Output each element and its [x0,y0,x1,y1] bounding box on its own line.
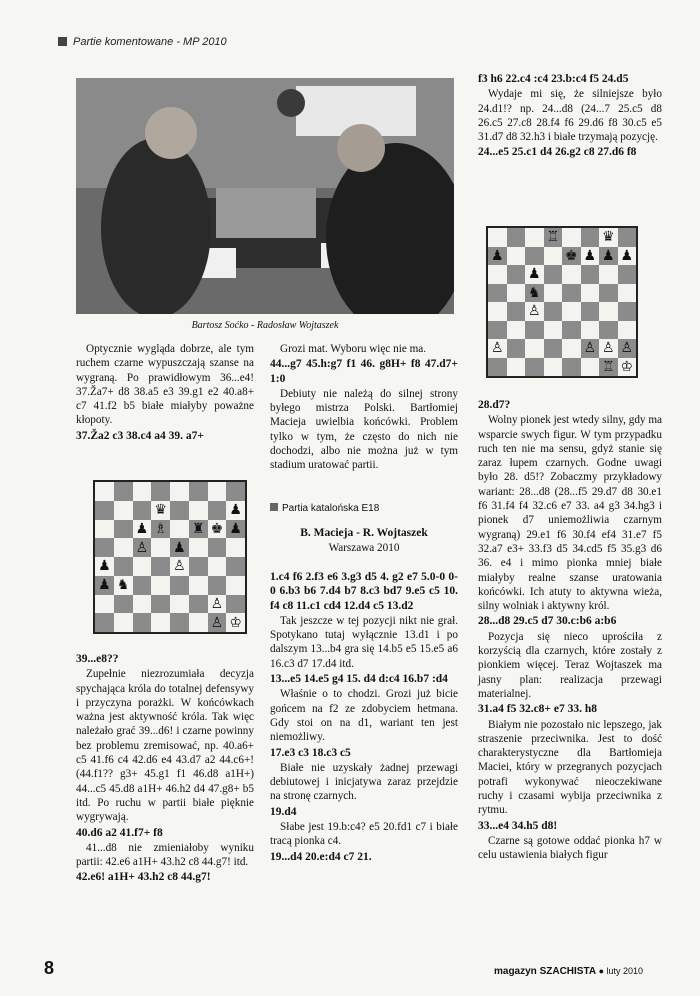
board-square [95,613,114,632]
commentary-paragraph: Optycznie wygląda dobrze, ale tym ruchem czarne wypuszczają szanse na wygraną. Po prawidłowym 36...e4! 37.Ža7+ d8 38.a5 e3 39.g1 e2 40.a8+ c7 41.f2 b5 białe miałyby poważne kłopoty. [76,343,254,427]
board-square [133,595,152,614]
column-2-top [270,342,458,474]
chess-piece: ♜ [189,520,208,539]
magazine-issue: luty 2010 [606,966,644,976]
move-line: 37.Ža2 c3 38.c4 a4 39. a7+ [76,429,204,442]
chess-piece: ♟ [226,501,245,520]
board-square [95,538,114,557]
board-square [488,321,507,340]
board-square [507,265,526,284]
board-square [544,247,563,266]
move-line: f3 h6 22.c4 :c4 23.b:c4 f5 24.d5 [478,73,629,85]
chess-piece: ♟ [599,247,618,266]
move-line: 28...d8 29.c5 d7 30.c:b6 a:b6 [478,615,617,628]
running-header [58,36,227,48]
board-square [189,482,208,501]
board-square [581,265,600,284]
magazine-name: magazyn SZACHISTA [494,966,597,977]
board-square [226,595,245,614]
board-square [114,595,133,614]
board-square [114,538,133,557]
board-square [525,247,544,266]
board-square [151,595,170,614]
board-square [599,265,618,284]
board-square [562,265,581,284]
chess-piece: ♖ [544,228,563,247]
chess-piece: ♙ [170,557,189,576]
board-square [133,482,152,501]
move-line: 42.e6! a1H+ 43.h2 c8 44.g7! [76,871,211,884]
chess-piece: ♛ [151,501,170,520]
tag-square-icon [270,503,278,511]
chess-piece: ♟ [525,265,544,284]
commentary-paragraph: Pozycja się nieco uprościła z korzyścią dla czarnych, które zostały z pionkiem więcej. Teraz Wojtaszek ma jasny plan: realizacja przewagi materialnej. [478,630,662,700]
board-square [189,557,208,576]
board-square [525,321,544,340]
board-square [114,482,133,501]
board-square [133,613,152,632]
chess-piece: ♟ [581,247,600,266]
chess-piece: ♟ [95,576,114,595]
board-square [189,595,208,614]
column-3-bottom [478,398,662,864]
chess-diagram-2 [486,226,638,378]
board-square [599,302,618,321]
move-line: 31.a4 f5 32.c8+ e7 33. h8 [478,703,597,716]
board-square [170,595,189,614]
board-square [151,613,170,632]
board-square [618,265,637,284]
board-square [170,576,189,595]
chess-piece: ♞ [114,576,133,595]
board-square [507,302,526,321]
board-square [189,576,208,595]
board-square [189,501,208,520]
board-square [133,557,152,576]
board-square [95,501,114,520]
board-square [562,321,581,340]
board-square [189,613,208,632]
chess-piece: ♟ [95,557,114,576]
board-square [507,247,526,266]
column-1-bottom [76,652,254,886]
board-square [151,482,170,501]
board-square [618,321,637,340]
move-line: 1.c4 f6 2.f3 e6 3.g3 d5 4. g2 e7 5.0-0 0-0 6.b3 b6 7.d4 b7 8.c3 bd7 9.e5 c5 10. f4 c8 11.c1 cd4 12.d4 c5 13.d2 [270,571,458,612]
board-square [581,284,600,303]
commentary-paragraph: 41...d8 nie zmieniałoby wyniku partii: 42.e6 a1H+ 43.h2 c8 44.g7! itd. [76,841,254,869]
board-square [562,358,581,377]
photo-caption: Bartosz Soćko - Radosław Wojtaszek [191,320,339,331]
game-place: Warszawa 2010 [328,542,400,555]
board-square [133,501,152,520]
column-1-top [76,342,254,444]
footer-magazine: magazyn SZACHISTA ● luty 2010 [494,966,644,977]
commentary-paragraph: Białe nie uzyskały żadnej przewagi debiutowej i inicjatywa zaraz przejdzie na stronę czarnych. [270,761,458,803]
move-line: 17.e3 c3 18.c3 c5 [270,746,351,759]
chess-piece: ♚ [208,520,227,539]
board-square [170,613,189,632]
board-square [114,557,133,576]
board-square [544,284,563,303]
board-square [114,613,133,632]
opening-label: Partia katalońska E18 [282,503,380,514]
column-2-bottom [270,570,458,865]
board-square [488,284,507,303]
board-square [618,302,637,321]
commentary-paragraph: Zupełnie niezrozumiała decyzja spychająca króla do totalnej defensywy i przyczyna porażki. W końcówkach ważna jest aktywność króla. Tak więc należało grać 39...d6! i czarne powinny bez problemu zremisować, np. 40.a6+ c5 41.f6 c4 42.d6 e4 43.d7 a2 44.c6+! (44.f1?? g3+ 45.g1 f1 46.d8 a1H+) 44...c5 45.d8 a1H+ 46.h2 d4 47.g8+ b5 itd. Po ruchu w partii białe pięknie wygrywają. [76,668,254,824]
header-section: Partie komentowane - MP 2010 [73,36,227,48]
board-square [208,538,227,557]
board-square [507,358,526,377]
header-square-icon [58,37,67,46]
move-line: 40.d6 a2 41.f7+ f8 [76,826,163,839]
opening-tag [270,503,379,514]
board-square [95,520,114,539]
chess-piece: ♟ [170,538,189,557]
commentary-paragraph: Grozi mat. Wyboru więc nie ma. [280,343,427,355]
board-square [544,302,563,321]
chess-piece: ♛ [599,228,618,247]
move-line: 19.d4 [270,805,297,818]
chess-piece: ♖ [599,358,618,377]
board-square [618,284,637,303]
chess-piece: ♚ [562,247,581,266]
board-square [151,576,170,595]
chess-piece: ♟ [133,520,152,539]
board-square [226,576,245,595]
board-square [525,339,544,358]
board-square [525,228,544,247]
board-square [581,321,600,340]
board-square [562,228,581,247]
move-line: 24...e5 25.c1 d4 26.g2 c8 27.d6 f8 [478,146,637,159]
chess-piece: ♙ [133,538,152,557]
board-square [562,339,581,358]
board-square [208,482,227,501]
chess-piece: ♞ [525,284,544,303]
chess-piece: ♟ [618,247,637,266]
commentary-paragraph: Wolny pionek jest wtedy silny, gdy ma wsparcie swych figur. W tym przypadku ruch ten nie ma sensu, gdyż stanie się zaraz łupem czarnych. Godne uwagi było 28. d5!? Zobaczmy przykładowy wariant: 28...d8 (28...f5 29.d7 d8 30.e1 f6 31.f4 f4 32.c6 e7 33. a4 g3 34.hg3 i pionek d7 uniemożliwia czarnym wygraną) 29.e1 f6 30.f4 ef4 31.e7 f5 32.a7 e3+ 33.f3 d5 34.cd5 f5 35.g3 d6 36. e4 i mimo pionka mniej białe miałyby realne szanse uratowania końcówki. Ich atuty to aktywna wieża, silny wolniak i aktywny król. [478,414,662,613]
board-square [226,538,245,557]
board-square [170,501,189,520]
board-square [581,358,600,377]
move-line: 28.d7? [478,399,511,411]
board-square [151,557,170,576]
commentary-paragraph: Czarne są gotowe oddać pionka h7 w celu ustawienia białych figur [478,834,662,862]
board-square [189,538,208,557]
chess-piece: ♙ [599,339,618,358]
chess-piece: ♟ [226,520,245,539]
commentary-paragraph: Debiuty nie należą do silnej strony byłego mistrza Polski. Bartłomiej Macieja uwielbia końcówki. Problem tylko w tym, że często do nich nie dochodzi, albo nie można już w tym stadium uratować partii. [270,387,458,472]
board-square [226,482,245,501]
board-square [544,265,563,284]
chess-piece: ♙ [208,595,227,614]
board-square [114,501,133,520]
board-square [562,284,581,303]
board-square [581,302,600,321]
commentary-paragraph: Białym nie pozostało nic lepszego, jak straszenie przeciwnika. Jest to dość charakterystyczne dla Bartłomieja Maciei, który w przegranych pozycjach potrafi wykonywać nieoczekiwane ruchy i czasami wybija przeciwnika z rytmu. [478,718,662,817]
game-players: B. Macieja - R. Wojtaszek [300,527,428,539]
board-square [507,321,526,340]
move-line: 33...e4 34.h5 d8! [478,819,558,832]
chess-piece: ♟ [488,247,507,266]
board-square [151,538,170,557]
move-line: 44...g7 45.h:g7 f1 46. g8H+ f8 47.d7+ 1:0 [270,358,458,385]
board-square [488,228,507,247]
game-heading [270,526,458,557]
chess-piece: ♔ [226,613,245,632]
board-square [170,520,189,539]
board-square [488,265,507,284]
move-line: 19...d4 20.e:d4 c7 21. [270,850,372,863]
chess-piece: ♗ [151,520,170,539]
chess-diagram-1 [93,480,247,634]
board-square [599,284,618,303]
board-square [544,321,563,340]
board-square [95,482,114,501]
tournament-photo [76,78,454,314]
board-square [525,358,544,377]
board-square [544,339,563,358]
board-square [507,284,526,303]
chess-piece: ♙ [525,302,544,321]
move-line: 13...e5 14.e5 g4 15. d4 d:c4 16.b7 :d4 [270,673,448,686]
board-square [208,576,227,595]
page-number: 8 [44,958,55,978]
board-square [618,228,637,247]
chess-piece: ♙ [208,613,227,632]
move-line: 39...e8?? [76,653,119,665]
board-square [599,321,618,340]
board-square [488,358,507,377]
board-square [133,576,152,595]
board-square [507,339,526,358]
commentary-paragraph: Słabe jest 19.b:c4? e5 20.fd1 c7 i białe tracą pionka c4. [270,821,458,848]
board-square [488,302,507,321]
board-square [226,557,245,576]
chess-piece: ♙ [618,339,637,358]
commentary-paragraph: Tak jeszcze w tej pozycji nikt nie grał. Spotykano tutaj wyłącznie 13.d1 i po dalszym 13...b4 gra się 14.b5 e5 15.e5 a6 16.c3 d7 17.d4 itd. [270,614,458,670]
board-square [208,557,227,576]
chess-piece: ♙ [581,339,600,358]
board-square [114,520,133,539]
board-square [562,302,581,321]
chess-piece: ♙ [488,339,507,358]
commentary-paragraph: Właśnie o to chodzi. Grozi już bicie gońcem na f2 ze zdobyciem hetmana. Gdy stoi on na d1, wariant ten jest niemożliwy. [270,688,458,744]
board-square [507,228,526,247]
board-square [581,228,600,247]
board-square [170,482,189,501]
board-square [544,358,563,377]
board-square [208,501,227,520]
chess-piece: ♔ [618,358,637,377]
board-square [95,595,114,614]
column-3-top [478,72,662,161]
commentary-paragraph: Wydaje mi się, że silniejsze było 24.d1!? np. 24...d8 (24...7 25.c5 d8 26.c5 27.c8 28.f4 f6 29.d6 f8 30.c5 e5 31.d7 d8 32.h3 i białe trzymają pozycję. [478,88,662,144]
